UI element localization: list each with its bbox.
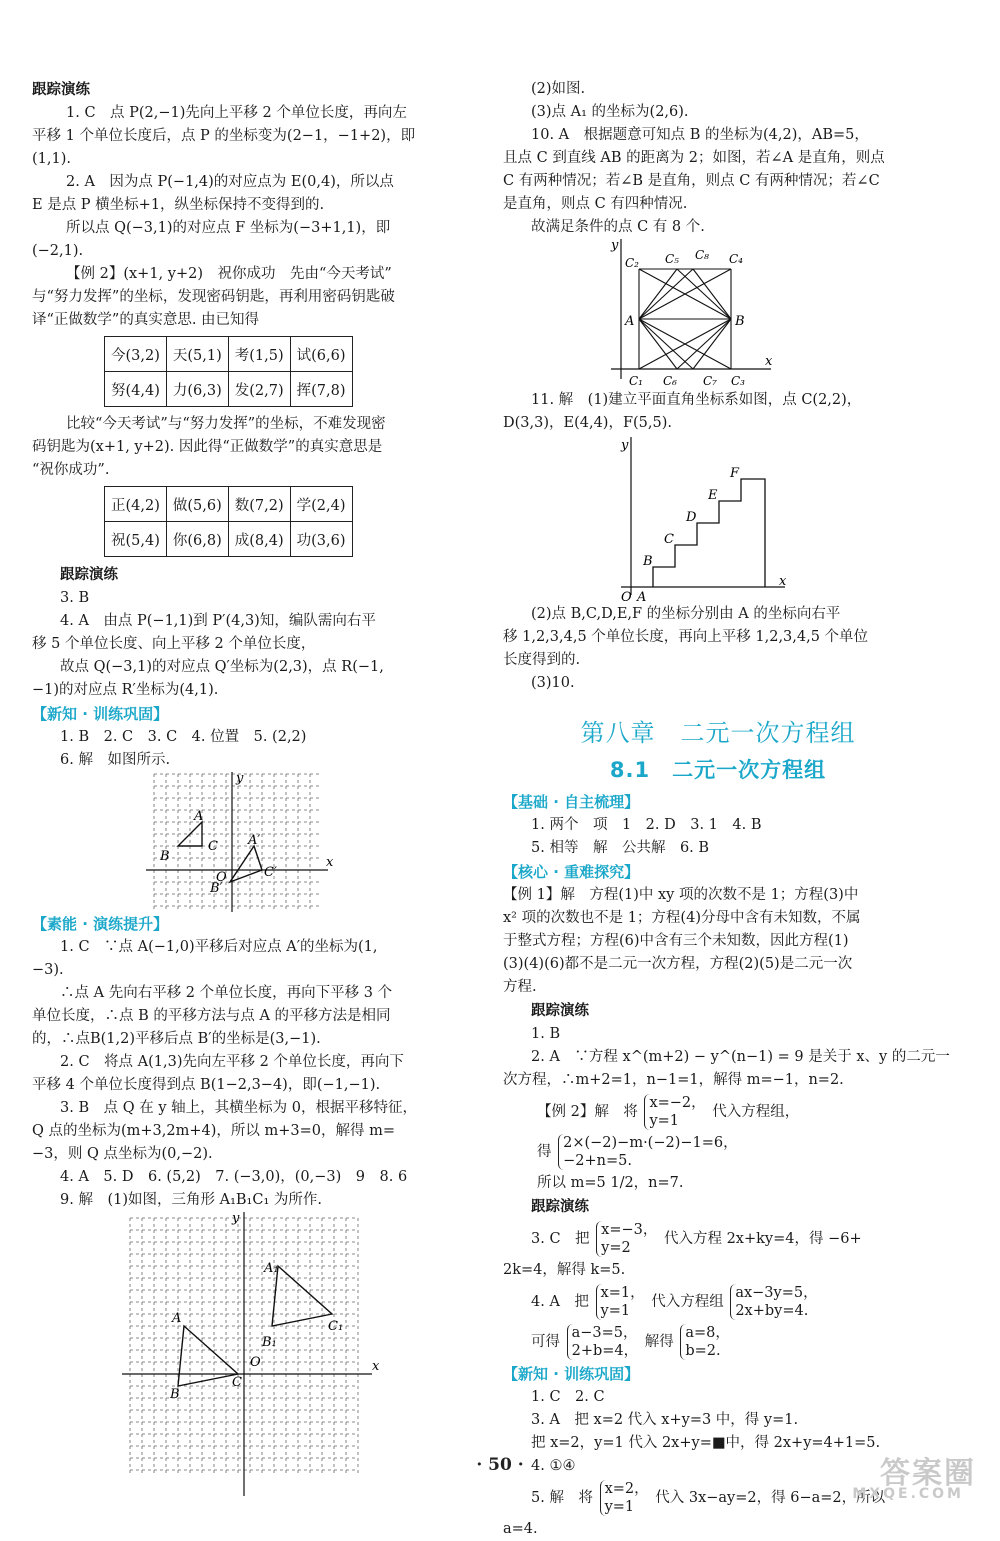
system-line: y=2 [601, 1240, 631, 1256]
heading-tracking-practice: 跟踪演练 [531, 1003, 589, 1019]
answers-line: 1. C 2. C [531, 1389, 605, 1405]
example-2-suffix: 代入方程组， [712, 1104, 800, 1120]
label-y: y [232, 1212, 240, 1226]
answer-10-line: 是直角，则点 C 有四种情况. [503, 196, 688, 212]
answer-line: −3，则 Q 点坐标为(0,−2). [32, 1146, 213, 1162]
answer-1: 1. B [531, 1026, 561, 1042]
answer-4-line: 故点 Q(−3,1)的对应点 Q′坐标为(2,3)，点 R(−1, [60, 659, 384, 675]
answer-4-line: 4. A 由点 P(−1,1)到 P′(4,3)知，编队需向右平 [60, 613, 376, 629]
triangle-abc-prime [230, 846, 262, 882]
label-c: C [208, 839, 218, 854]
label-c: C [664, 532, 674, 547]
label-c1: C₁ [328, 1319, 344, 1334]
system-line: 2x+by=4. [735, 1303, 809, 1319]
label-f: F [730, 466, 740, 481]
answer-line: 单位长度，∴点 B 的平移方法与点 A 的平移方法是相同 [32, 1008, 391, 1024]
staircase-figure [503, 435, 933, 603]
label-c1: C₁ [629, 374, 643, 388]
table-cell: 努(4,4) [105, 372, 167, 407]
grid-lines [154, 774, 322, 910]
answer-line: 平移 4 个单位长度得到点 B(1−2,3−4)，即(−1,−1). [32, 1077, 381, 1093]
example-1-line: x² 项的次数也不是 1；方程(4)分母中含有未知数，不属 [503, 910, 861, 926]
heading-tracking-practice: 跟踪演练 [531, 1199, 589, 1215]
table-cell: 天(5,1) [166, 337, 228, 372]
table-row [105, 337, 353, 372]
label-b: B [643, 554, 653, 569]
label-b: B [735, 314, 745, 329]
label-b: B [160, 849, 170, 864]
label-c7: C₇ [703, 374, 717, 388]
system-line: a−3=5， [571, 1325, 638, 1341]
cipher-table-1 [104, 336, 353, 407]
cipher-table-2 [104, 486, 353, 557]
system-line: y=1 [649, 1113, 680, 1129]
answer-2-line: 2. A 因为点 P(−1,4)的对应点为 E(0,4)，所以点 [66, 174, 394, 190]
system-line: ax−3y=5， [735, 1285, 818, 1301]
answers-line: 1. B 2. C 3. C 4. 位置 5. (2,2) [60, 729, 307, 745]
system-brace [680, 1324, 730, 1360]
label-x: x [765, 354, 773, 369]
answer-10-line: 10. A 根据题意可知点 B 的坐标为(4,2)，AB=5， [531, 127, 869, 143]
system-line: −2+n=5. [563, 1153, 632, 1169]
table-cell: 你(6,8) [166, 522, 228, 557]
example-1-line: (3)(4)(6)都不是二元一次方程，方程(2)(5)是二元一次 [503, 956, 853, 972]
answers-line: 4. A 5. D 6. (5,2) 7. (−3,0)，(0,−3) 9 8. 6 [60, 1169, 408, 1185]
watermark-url: MXQE.COM [852, 1486, 964, 1502]
figure-points-c [503, 239, 933, 389]
label-a: A [172, 1311, 182, 1326]
system-line: b=2. [685, 1343, 721, 1359]
example-2-line: 译“正做数学”的真实意思. 由已知得 [32, 312, 260, 328]
left-column [32, 78, 464, 1497]
answer-1-line: (1,1). [32, 151, 71, 167]
answers-line: 5. 相等 解 公共解 6. B [531, 840, 710, 856]
label-c6: C₆ [663, 374, 677, 388]
answer-10-line: 且点 C 到直线 AB 的距离为 2；如图，若∠A 是直角，则点 [503, 150, 885, 166]
system-brace [730, 1284, 817, 1320]
answer-line: 1. C ∵点 A(−1,0)平移后对应点 A′的坐标为(1, [60, 939, 378, 955]
page-number: · 50 · [476, 1455, 524, 1475]
example-1-line: 于整式方程；方程(6)中含有三个未知数，因此方程(1) [503, 933, 849, 949]
table-row [105, 487, 353, 522]
answer-4-intro [503, 1282, 933, 1322]
answer-5-line: a=4. [503, 1521, 538, 1537]
label-b-prime: B′ [210, 881, 223, 896]
label-b: B [170, 1387, 180, 1402]
label-y: y [621, 438, 629, 453]
table-cell: 力(6,3) [166, 372, 228, 407]
translation-figure-1 [32, 772, 464, 912]
table-cell: 学(2,4) [290, 487, 352, 522]
answer-10-line: C 有两种情况；若∠B 是直角，则点 C 有两种情况；若∠C [503, 173, 880, 189]
answer-line: 2. C 将点 A(1,3)先向左平移 2 个单位长度，再向下 [60, 1054, 404, 1070]
label-a: A [194, 809, 204, 824]
answer-line: 的，∴点B(1,2)平移后点 B′的坐标是(3,−1). [32, 1031, 321, 1047]
table-cell: 正(4,2) [105, 487, 167, 522]
example-2-derived [503, 1132, 933, 1172]
answer-3: 3. B [60, 590, 90, 606]
label-origin: O [621, 590, 632, 603]
answer-2-line: 次方程，∴m+2=1，n−1=1，解得 m=−1，n=2. [503, 1072, 844, 1088]
label-a: A [637, 590, 647, 603]
triangle-abc [178, 1326, 238, 1386]
system-brace [644, 1094, 705, 1130]
label-d: D [686, 510, 697, 525]
answer-3-line: 3. A 把 x=2 代入 x+y=3 中，得 y=1. [531, 1412, 799, 1428]
section-title: 8.1 二元一次方程组 [609, 758, 827, 782]
watermark-logo: 答案圈 [880, 1456, 976, 1491]
table-cell: 考(1,5) [228, 337, 290, 372]
label-y: y [236, 772, 244, 786]
example-1-line: 方程. [503, 979, 537, 995]
answer-line: ∴点 A 先向右平移 2 个单位长度，再向下平移 3 个 [60, 985, 393, 1001]
example-2-prefix: 【例 2】解 将 [537, 1104, 638, 1120]
answer-mid: 解得 [644, 1334, 674, 1350]
answers-line: 1. 两个 项 1 2. D 3. 1 4. B [531, 817, 762, 833]
example-2-line: 与“努力发挥”的坐标，发现密码钥匙，再利用密码钥匙破 [32, 289, 395, 305]
right-column [503, 78, 950, 1541]
answer-11-line: 移 1,2,3,4,5 个单位长度，再向上平移 1,2,3,4,5 个单位 [503, 629, 869, 645]
label-x: x [326, 855, 334, 870]
section-new-knowledge: 【新知 · 训练巩固】 [32, 705, 169, 723]
heading-tracking-practice: 跟踪演练 [60, 567, 118, 583]
answer-prefix: 4. A 把 [531, 1294, 589, 1310]
label-a1: A₁ [264, 1261, 279, 1276]
compare-line: 比较“今天考试”与“努力发挥”的坐标，不难发现密 [66, 416, 386, 432]
example-2-result: 所以 m=5 1/2，n=7. [537, 1175, 684, 1191]
system-line: x=−2， [649, 1095, 706, 1111]
table-cell: 成(8,4) [228, 522, 290, 557]
answer-11-line: (3)10. [531, 675, 575, 691]
compare-line: 码钥匙为(x+1, y+2). 因此得“正做数学”的真实意思是 [32, 439, 383, 455]
answer-2-line: 2. A ∵方程 x^(m+2) − y^(n−1) = 9 是关于 x、y 的二元一 [531, 1049, 950, 1065]
system-line: x=−3， [601, 1222, 658, 1238]
answer-4: 4. ①④ [531, 1458, 576, 1474]
answer-4-solve [503, 1322, 933, 1362]
example-2-line: 【例 2】(x+1, y+2) 祝你成功 先由“今天考试” [66, 266, 392, 282]
answer-1-line: 平移 1 个单位长度后，点 P 的坐标变为(2−1，−1+2)，即 [32, 128, 416, 144]
answer-prefix: 5. 解 将 [531, 1490, 593, 1506]
answer-3-intro [503, 1219, 933, 1259]
answer-11-line: D(3,3)，E(4,4)，F(5,5). [503, 415, 673, 431]
answer-line: 3. B 点 Q 在 y 轴上，其横坐标为 0，根据平移特征， [60, 1100, 417, 1116]
section-new-knowledge: 【新知 · 训练巩固】 [503, 1365, 640, 1383]
table-row [105, 522, 353, 557]
label-c4: C₄ [729, 252, 743, 266]
label-c5: C₅ [665, 252, 679, 266]
system-line: y=1 [600, 1303, 631, 1319]
system-line: 2×(−2)−m·(−2)−1=6， [563, 1135, 738, 1151]
compare-line: “祝你成功”. [32, 462, 110, 478]
label-x: x [372, 1359, 380, 1374]
answer-4-line: −1)的对应点 R′坐标为(4,1). [32, 682, 219, 698]
table-cell: 今(3,2) [105, 337, 167, 372]
answer-11-line: 11. 解 (1)建立平面直角坐标系如图，点 C(2,2)， [531, 392, 862, 408]
label-b1: B₁ [262, 1335, 277, 1350]
label-a-prime: A′ [248, 833, 261, 848]
label-c: C [232, 1375, 242, 1390]
section-basics: 【基础 · 自主梳理】 [503, 793, 640, 811]
system-line: x=1， [600, 1285, 645, 1301]
heading-tracking-practice: 跟踪演练 [32, 82, 90, 98]
answer-2-line: (−2,1). [32, 243, 84, 259]
label-a: A [625, 314, 635, 329]
label-origin: O [216, 870, 227, 885]
label-origin: O [250, 1355, 261, 1370]
system-line: a=8， [685, 1325, 730, 1341]
table-cell: 试(6,6) [290, 337, 352, 372]
construction-lines [639, 269, 731, 369]
answer-line: (2)如图. [531, 81, 586, 97]
system-brace [596, 1221, 657, 1257]
system-brace [558, 1134, 738, 1170]
answer-4-line: 移 5 个单位长度、向上平移 2 个单位长度， [32, 636, 316, 652]
answer-suffix: 代入方程 2x+ky=4，得 −6+ [663, 1231, 862, 1247]
answer-9-line: 9. 解 (1)如图，三角形 A₁B₁C₁ 为所作. [60, 1192, 322, 1208]
answer-11-line: (2)点 B,C,D,E,F 的坐标分别由 A 的坐标向右平 [531, 606, 841, 622]
answer-2-line: E 是点 P 横坐标+1，纵坐标保持不变得到的. [32, 197, 325, 213]
table-cell: 功(3,6) [290, 522, 352, 557]
answer-6-line: 6. 解 如图所示. [60, 752, 171, 768]
chapter-title: 第八章 二元一次方程组 [580, 719, 856, 747]
answer-3-line: 2k=4，解得 k=5. [503, 1262, 626, 1278]
section-competency: 【素能 · 演练提升】 [32, 915, 169, 933]
example-1-line: 【例 1】解 方程(1)中 xy 项的次数不是 1；方程(3)中 [503, 887, 859, 903]
system-brace [567, 1324, 639, 1360]
answer-line: (3)点 A₁ 的坐标为(2,6). [531, 104, 689, 120]
table-cell: 发(2,7) [228, 372, 290, 407]
table-cell: 祝(5,4) [105, 522, 167, 557]
answer-prefix: 可得 [531, 1334, 560, 1350]
system-line: 2+b=4， [571, 1343, 639, 1359]
answer-3-line: 把 x=2，y=1 代入 2x+y=■中，得 2x+y=4+1=5. [531, 1435, 881, 1451]
answer-prefix: 3. C 把 [531, 1231, 590, 1247]
answer-11-line: 长度得到的. [503, 652, 581, 668]
answer-line: Q 点的坐标为(m+3,2m+4)，所以 m+3=0，解得 m= [32, 1123, 396, 1139]
label-c8: C₈ [695, 248, 709, 262]
label-y: y [611, 239, 619, 253]
section-core: 【核心 · 重难探究】 [503, 863, 640, 881]
table-cell: 做(5,6) [166, 487, 228, 522]
table-cell: 数(7,2) [228, 487, 290, 522]
answer-line: −3). [32, 962, 64, 978]
label-c3: C₃ [731, 374, 745, 388]
system-brace [600, 1480, 649, 1516]
answer-10-line: 故满足条件的点 C 有 8 个. [531, 219, 705, 235]
system-line: y=1 [604, 1499, 635, 1515]
answer-mid: 代入方程组 [651, 1294, 724, 1310]
answer-2-line: 所以点 Q(−3,1)的对应点 F 坐标为(−3+1,1)，即 [66, 220, 391, 236]
example-2-intro [503, 1092, 933, 1132]
derived-prefix: 得 [537, 1144, 552, 1160]
answer-suffix: 代入 3x−ay=2，得 6−a=2，所以 [655, 1490, 886, 1506]
system-brace [596, 1284, 645, 1320]
table-cell: 挥(7,8) [290, 372, 352, 407]
table-row [105, 372, 353, 407]
triangle-a1b1c1 [272, 1266, 332, 1326]
system-line: x=2， [604, 1481, 649, 1497]
label-e: E [708, 488, 718, 503]
label-x: x [779, 574, 787, 589]
label-c2: C₂ [625, 256, 639, 270]
answer-1-line: 1. C 点 P(2,−1)先向上平移 2 个单位长度，再向左 [66, 105, 407, 121]
label-c-prime: C′ [264, 865, 277, 880]
